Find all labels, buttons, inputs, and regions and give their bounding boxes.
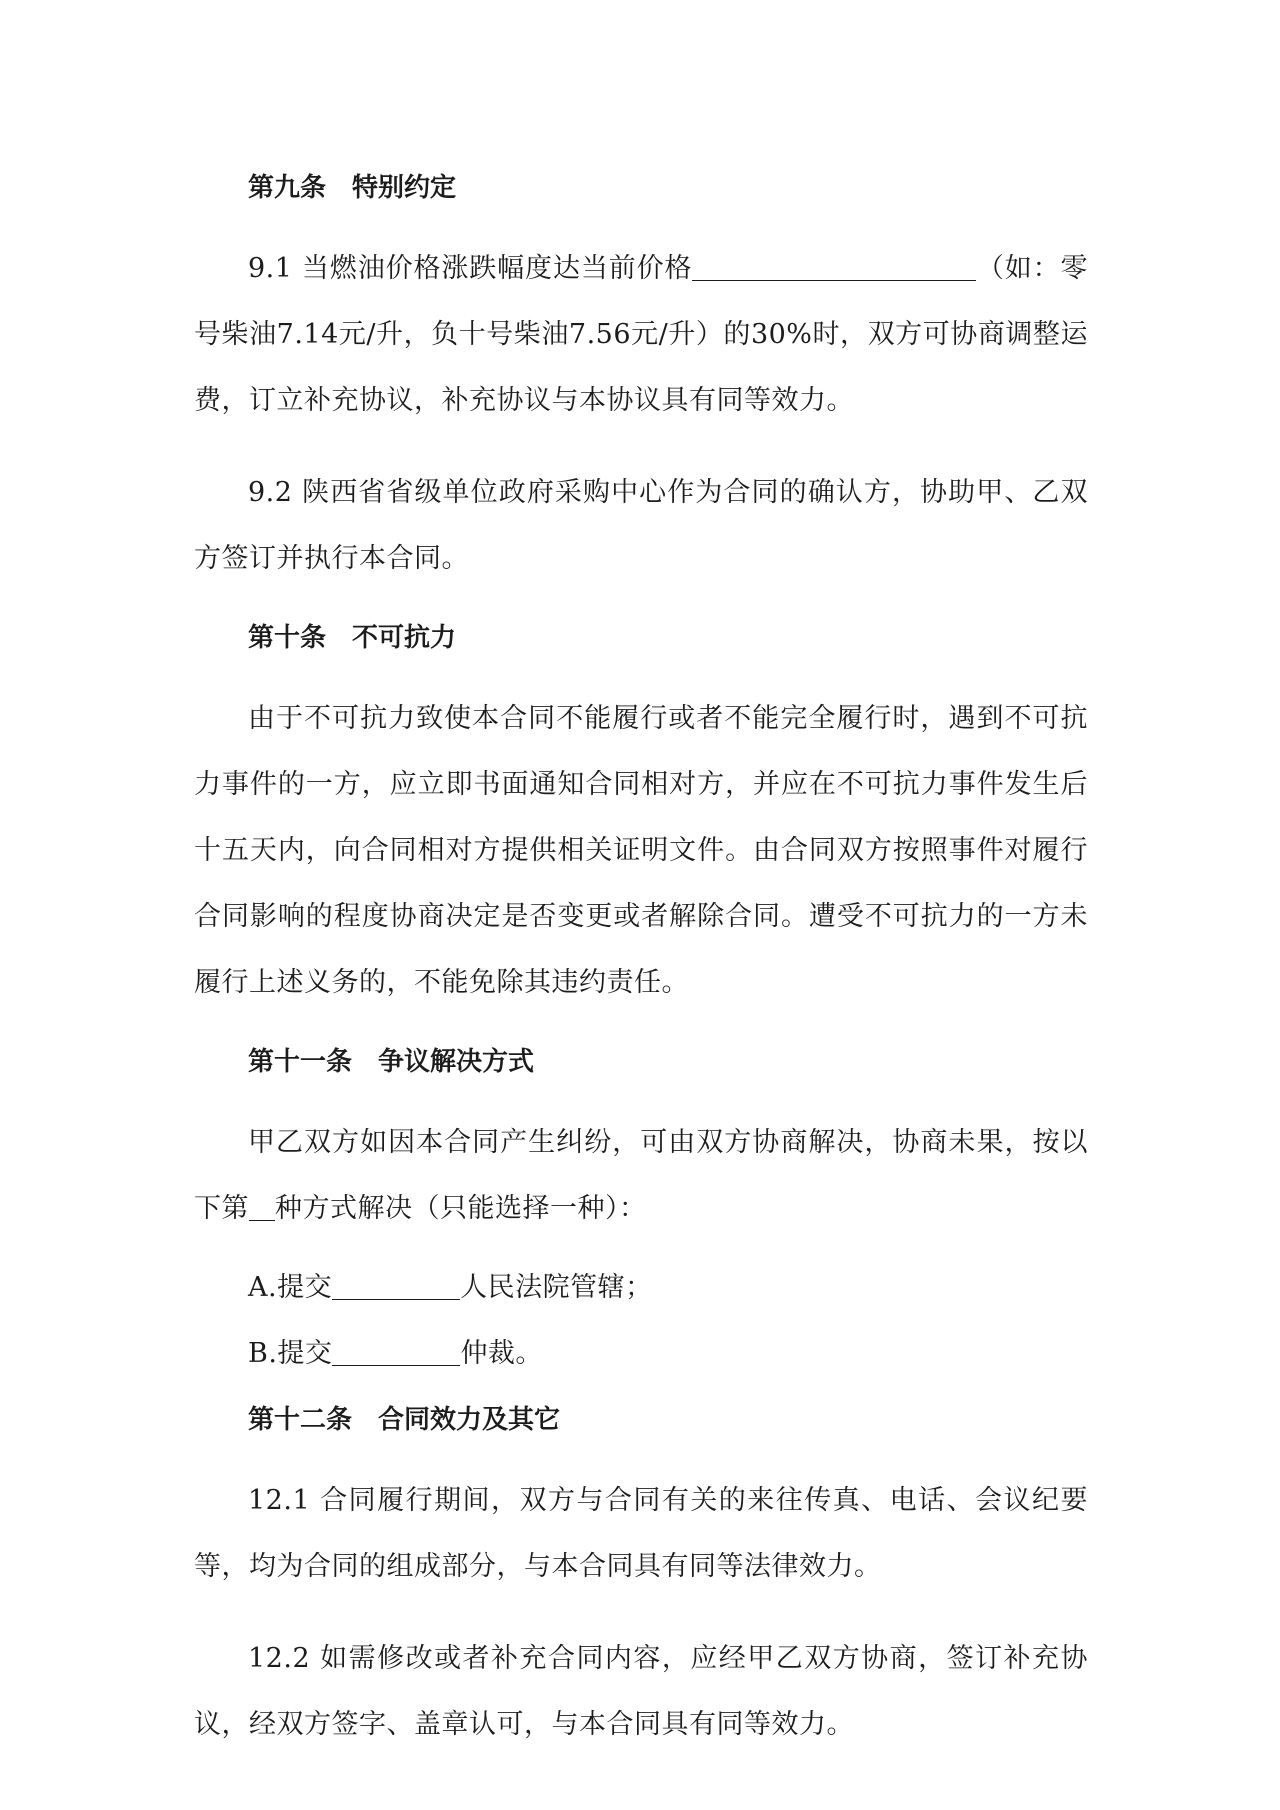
article-9-title: 特别约定	[352, 173, 457, 203]
option-a	[194, 1268, 1088, 1308]
article-10-title: 不可抗力	[352, 623, 457, 653]
clause-10: 由于不可抗力致使本合同不能履行或者不能完全履行时，遇到不可抗力事件的一方，应立即书面通知合同相对方，并应在不可抗力事件发生后十五天内，向合同相对方提供相关证明文件。由合同双方按照事件对履行合同影响的程度协商决定是否变更或者解除合同。遭受不可抗力的一方未履行上述义务的，不能免除其违约责任。	[194, 703, 1088, 998]
article-11-number: 第十一条	[248, 1047, 353, 1077]
clause-12-2: 12.2 如需修改或者补充合同内容，应经甲乙双方协商，签订补充协议，经双方签字、盖章认可，与本合同具有同等效力。	[194, 1643, 1088, 1740]
option-b-prefix: B.提交	[248, 1338, 333, 1369]
article-12-heading	[194, 1400, 1088, 1440]
clause-9-1-text-b: （如：零号柴油7.14元/升，负十号柴油7.56元/升）的30%时，双方可协商调整运费，订立补充协议，补充协议与本协议具有同等效力。	[194, 253, 1088, 416]
article-10-heading	[194, 618, 1088, 658]
clause-9-1-text-a: 9.1 当燃油价格涨跌幅度达当前价格	[248, 253, 693, 284]
clause-11	[194, 1110, 1088, 1242]
article-11-title: 争议解决方式	[378, 1047, 535, 1077]
fuel-price-blank[interactable]	[692, 252, 976, 281]
court-name-blank[interactable]	[332, 1271, 460, 1300]
arbitration-name-blank[interactable]	[332, 1337, 460, 1366]
clause-9-1	[194, 236, 1088, 434]
clause-11-text-b: 种方式解决（只能选择一种）：	[275, 1193, 647, 1224]
article-12-title: 合同效力及其它	[378, 1405, 561, 1435]
option-a-suffix: 人民法院管辖；	[460, 1272, 653, 1303]
clause-12-1: 12.1 合同履行期间，双方与合同有关的来往传真、电话、会议纪要等，均为合同的组成部分，与本合同具有同等法律效力。	[194, 1485, 1088, 1582]
article-9-number: 第九条	[248, 173, 327, 203]
article-10-number: 第十条	[248, 623, 327, 653]
article-12-number: 第十二条	[248, 1405, 353, 1435]
option-b	[194, 1334, 1088, 1374]
option-b-suffix: 仲裁。	[460, 1338, 543, 1369]
article-11-heading	[194, 1042, 1088, 1082]
option-a-prefix: A.提交	[248, 1272, 333, 1303]
article-9-heading	[194, 168, 1088, 208]
clause-11-text-a: 甲乙双方如因本合同产生纠纷，可由双方协商解决，协商未果，按以下第	[194, 1127, 1088, 1224]
method-choice-blank[interactable]	[249, 1192, 275, 1221]
clause-9-2: 9.2 陕西省省级单位政府采购中心作为合同的确认方，协助甲、乙双方签订并执行本合同。	[194, 477, 1088, 574]
